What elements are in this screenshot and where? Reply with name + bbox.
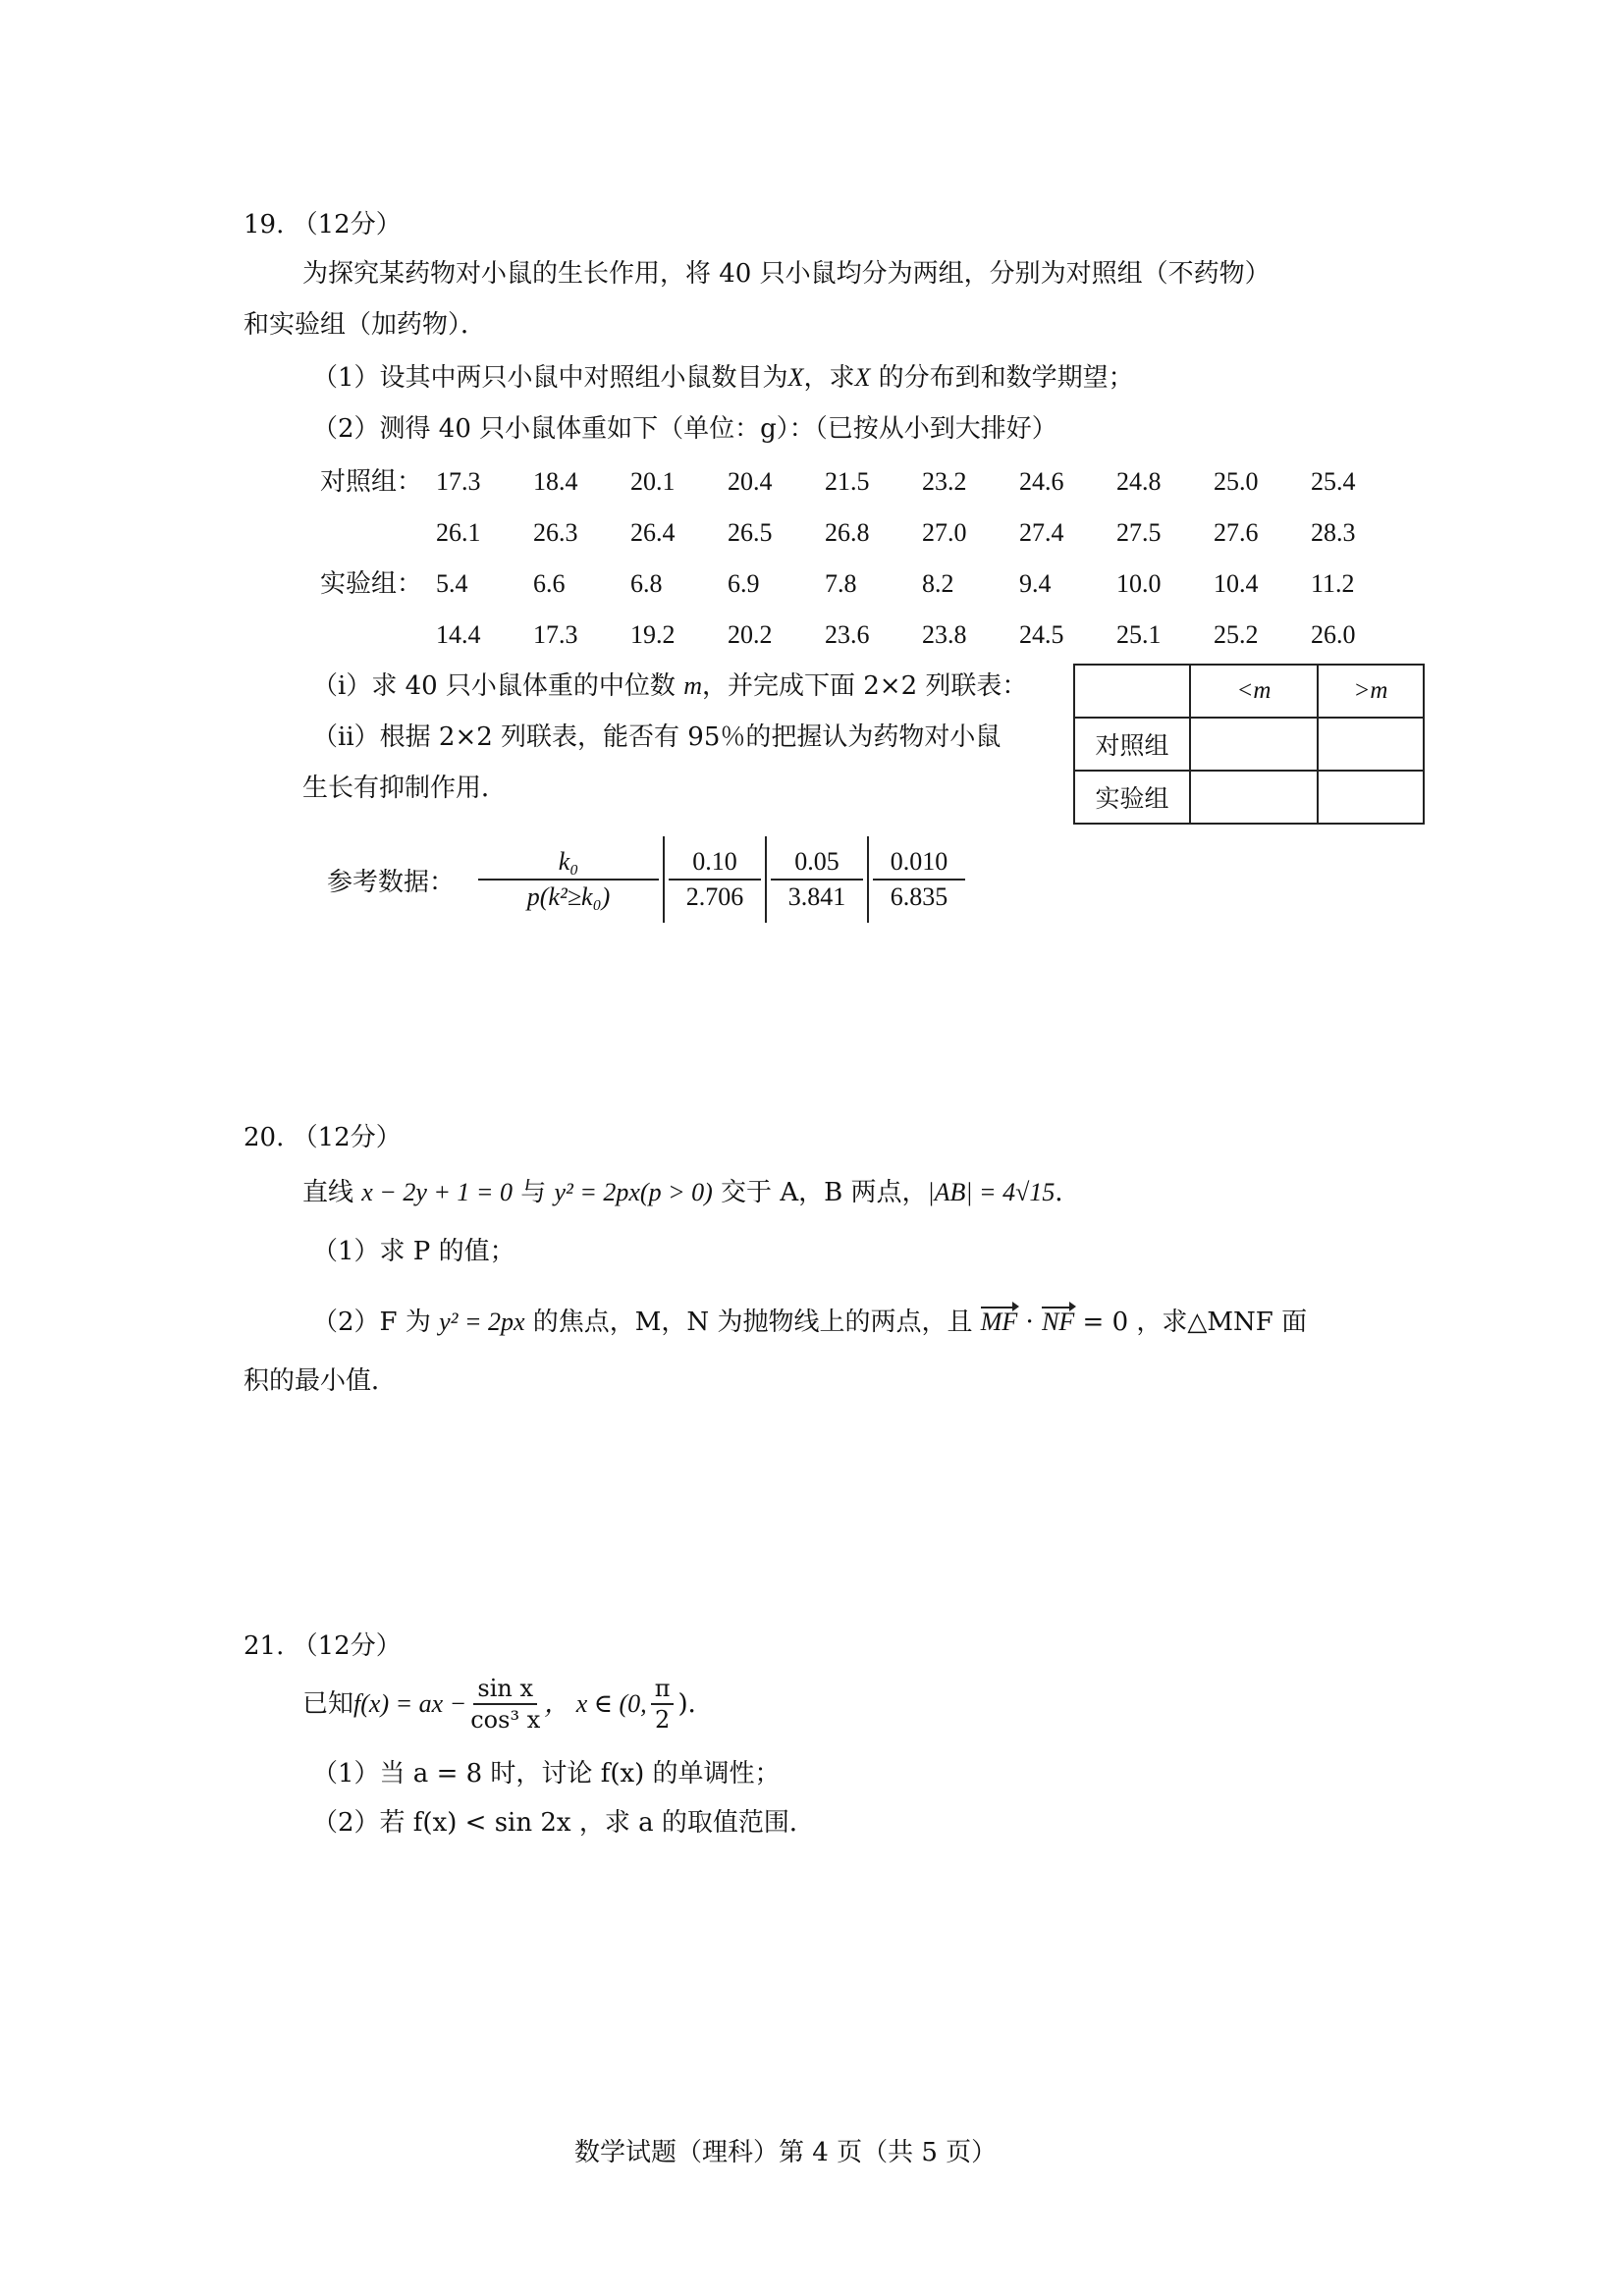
q19-part1 [312,361,1134,395]
ref-top-value: 0.010 [873,845,965,881]
page-footer: 数学试题（理科）第 4 页（共 5 页） [574,2138,998,2167]
contingency-table [1073,664,1425,825]
ref-head-top: k₀ [478,845,659,881]
ref-head-bottom: p(k²≥k₀) [526,882,611,911]
spacer [320,618,436,652]
value-cell: 8.2 [922,569,954,598]
value-cell: 20.1 [630,467,676,496]
ref-top-value: 0.10 [669,845,761,881]
spacer [320,516,436,550]
value-cell: 25.2 [1214,620,1259,649]
ref-bottom-value: 6.835 [890,882,948,911]
value-cell: 25.1 [1116,620,1162,649]
reference-label: 参考数据： [327,867,456,897]
value-cell: 6.8 [630,569,663,598]
q21-stmt-a: 已知 [302,1689,354,1719]
exp-row-2 [320,618,1408,652]
exp-row-1 [320,567,1408,601]
value-cell: 20.2 [728,620,773,649]
ref-top-value: 0.05 [771,845,863,881]
q20-part2-line2: 积的最小值． [244,1366,398,1396]
domain-text: ， x ∈ (0, [544,1689,647,1718]
q19-sub-i-end: ，并完成下面 2×2 列联表： [701,671,1028,701]
value-cell: 24.5 [1019,620,1064,649]
q19-intro-line1: 为探究某药物对小鼠的生长作用，将 40 只小鼠均分为两组，分别为对照组（不药物） [302,259,1271,289]
value-cell: 28.3 [1311,518,1356,547]
q19-sub-i-text: （i）求 40 只小鼠体重的中位数 [312,671,684,701]
value-cell: 18.4 [533,467,578,496]
q20-part2: （2）F 为 y² = 2px 的焦点，M，N 为抛物线上的两点，且 MF · NF = 0 ，求△MNF 面 [312,1308,1308,1337]
q19-sub-i [312,669,1027,703]
value-cell: 20.4 [728,467,773,496]
value-cell: 25.0 [1214,467,1259,496]
value-cell: 21.5 [825,467,870,496]
fraction-pi-over-2 [651,1674,675,1735]
q20-part2-b: 的焦点，M，N 为抛物线上的两点，且 [524,1308,981,1337]
q21-part2: （2）若 f(x) < sin 2x ，求 a 的取值范围． [312,1808,815,1838]
value-cell: 26.3 [533,518,578,547]
fraction-denominator: cos³ x [470,1706,541,1734]
value-cell: 27.4 [1019,518,1064,547]
fraction-denominator: 2 [654,1706,671,1734]
q19-part1-end: 的分布到和数学期望； [878,363,1134,393]
fraction-numerator: sin x [473,1674,537,1705]
var-x-2: X [854,363,871,392]
value-cell: 23.6 [825,620,870,649]
control-row-2 [320,516,1408,550]
equation-parabola: y² = 2px(p > 0) [554,1178,713,1206]
table-row [1074,771,1424,824]
q20-stmt-end: ． [1055,1178,1081,1207]
q20-part1: （1）求 P 的值； [312,1237,515,1266]
q20-stmt-a: 直线 [302,1178,362,1207]
table-cell [1190,771,1318,824]
table-corner-cell [1074,665,1190,718]
ref-bottom-value: 2.706 [685,882,744,911]
value-cell: 23.2 [922,467,967,496]
value-cell: 6.6 [533,569,566,598]
value-cell: 25.4 [1311,467,1356,496]
control-row-1 [320,465,1408,499]
q20-statement [302,1176,1080,1209]
q19-part1-mid: ，求 [803,363,855,393]
q21-part1: （1）当 a = 8 时，讨论 f(x) 的单调性； [312,1759,781,1789]
var-x: X [787,363,804,392]
table-cell [1318,771,1424,824]
table-row [1074,718,1424,771]
q20-part2-a: （2）F 为 [312,1308,440,1337]
ref-bottom-value: 3.841 [787,882,846,911]
control-label: 对照组： [320,467,423,497]
value-cell: 7.8 [825,569,857,598]
table-header-greater-m: >m [1318,665,1424,718]
value-cell: 14.4 [436,620,481,649]
value-cell: 9.4 [1019,569,1052,598]
table-cell [1190,718,1318,771]
fraction-numerator: π [651,1674,675,1705]
function-definition: f(x) = ax − [353,1689,467,1718]
ref-col [869,845,969,914]
q20-header: 20. （12分） [244,1123,402,1152]
table-row-label-experiment: 实验组 [1074,771,1190,824]
value-cell: 24.8 [1116,467,1162,496]
value-cell: 26.4 [630,518,676,547]
exp-label: 实验组： [320,569,423,599]
value-cell: 11.2 [1311,569,1355,598]
q20-stmt-b: 与 [512,1178,555,1207]
value-cell: 19.2 [630,620,676,649]
q21-statement [302,1674,714,1735]
vector-mf: MF [981,1306,1018,1339]
q19-sub-ii-line2: 生长有抑制作用． [302,774,508,803]
value-cell: 6.9 [728,569,760,598]
q19-sub-ii-line1: （ii）根据 2×2 列联表，能否有 95％的把握认为药物对小鼠 [312,722,1001,752]
value-cell: 17.3 [436,467,481,496]
equation-line: x − 2y + 1 = 0 [361,1178,513,1206]
value-cell: 26.0 [1311,620,1356,649]
q20-stmt-c: 交于 A，B 两点， [712,1178,928,1207]
vector-nf: NF [1042,1306,1074,1339]
value-cell: 27.0 [922,518,967,547]
table-header-row [1074,665,1424,718]
fraction-sin-cos [470,1674,540,1735]
value-cell: 10.4 [1214,569,1259,598]
value-cell: 10.0 [1116,569,1162,598]
var-m: m [683,671,702,700]
value-cell: 17.3 [533,620,578,649]
table-row-label-control: 对照组 [1074,718,1190,771]
value-cell: 26.1 [436,518,481,547]
equation-parabola-2: y² = 2px [439,1308,525,1336]
table-header-less-m: <m [1190,665,1318,718]
ref-col [767,845,867,914]
ref-head-col [474,845,663,914]
domain-close: )． [677,1689,714,1719]
q20-part2-c: = 0 ，求△MNF 面 [1074,1308,1308,1337]
value-cell: 5.4 [436,569,468,598]
value-cell: 26.5 [728,518,773,547]
q19-part1-text: （1）设其中两只小鼠中对照组小鼠数目为 [312,363,788,393]
value-cell: 26.8 [825,518,870,547]
q19-header: 19. （12分） [244,210,402,240]
equation-ab-length: |AB| = 4√15 [927,1178,1056,1206]
value-cell: 27.6 [1214,518,1259,547]
value-cell: 24.6 [1019,467,1064,496]
q19-part2: （2）测得 40 只小鼠体重如下（单位：g）：（已按从小到大排好） [312,414,1057,444]
q21-header: 21. （12分） [244,1631,402,1661]
reference-data [327,836,969,923]
ref-col [665,845,765,914]
table-cell [1318,718,1424,771]
q19-intro-line2: 和实验组（加药物）． [244,310,487,340]
value-cell: 23.8 [922,620,967,649]
value-cell: 27.5 [1116,518,1162,547]
